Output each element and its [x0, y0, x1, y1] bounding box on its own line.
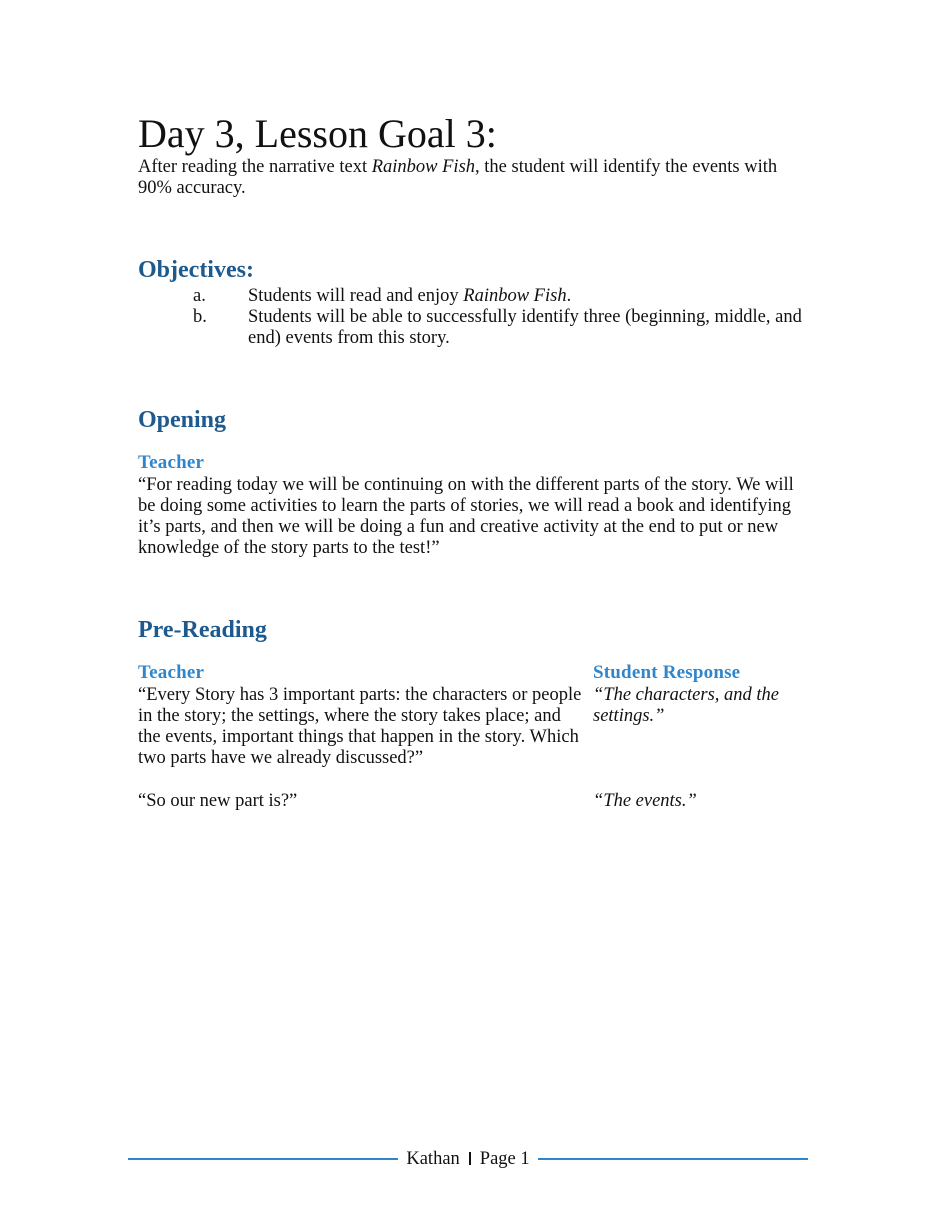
goal-text-end: , the student will identify the events with 90% accuracy.: [138, 157, 778, 198]
student-response: “The events.”: [593, 791, 697, 811]
pre-reading-teacher-label: Teacher: [138, 662, 205, 683]
page-number: Page 1: [479, 1148, 530, 1169]
book-title: Rainbow Fish: [463, 286, 567, 306]
lesson-goal: [138, 157, 808, 199]
teacher-prompt: “So our new part is?”: [138, 791, 298, 811]
teacher-prompt: “Every Story has 3 important parts: the characters or people in the story; the settings, where the story takes place; and the events, important things that happen in the story. Which two parts have we already discussed?”: [138, 685, 582, 768]
student-response: “The characters, and the settings.”: [593, 685, 780, 726]
objectives-list: [138, 286, 808, 349]
opening-teacher-text: “For reading today we will be continuing on with the different parts of the story. We will be doing some activities to learn the parts of stories, we will read a book and identifying it’s parts, and then we will be doing a fun and creative activity at the end to put or new knowledge of the story parts to the test!”: [138, 475, 794, 558]
page-title: Day 3, Lesson Goal 3:: [138, 111, 497, 156]
objective-item: [138, 286, 808, 307]
footer-rule-left: [128, 1158, 398, 1160]
objective-text-end: .: [566, 286, 572, 306]
objective-item: [138, 307, 808, 349]
opening-teacher-label: Teacher: [138, 452, 205, 473]
student-response-label: Student Response: [593, 662, 741, 683]
page-footer: [128, 1148, 808, 1170]
list-marker: a.: [193, 286, 206, 306]
pre-reading-heading: Pre-Reading: [138, 617, 267, 643]
opening-heading: Opening: [138, 407, 227, 433]
objective-text: Students will be able to successfully identify three (beginning, middle, and end) events from this story.: [248, 307, 802, 348]
footer-separator: [469, 1152, 471, 1165]
footer-rule-right: [538, 1158, 808, 1160]
footer-author: Kathan: [406, 1148, 460, 1169]
objectives-heading: Objectives:: [138, 257, 254, 283]
list-marker: b.: [193, 307, 207, 327]
book-title: Rainbow Fish: [371, 157, 476, 177]
goal-text-start: After reading the narrative text: [138, 157, 372, 177]
footer-text: [398, 1149, 537, 1170]
objective-text: Students will read and enjoy: [248, 286, 464, 306]
